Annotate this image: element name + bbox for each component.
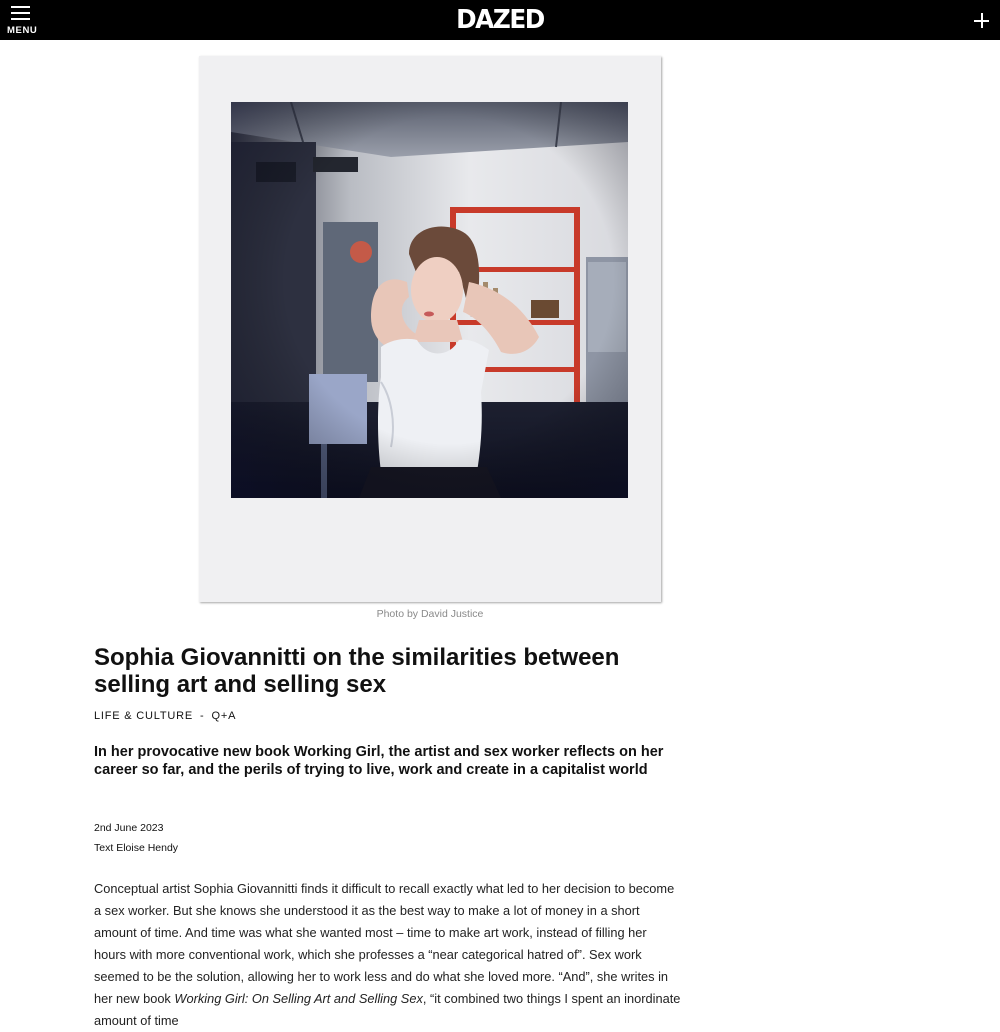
hero-polaroid-frame [199,56,661,602]
tag-link-qa[interactable]: Q+A [211,710,237,722]
publish-date: 2nd June 2023 [94,822,164,834]
book-title: Working Girl: On Selling Art and Selling Sex [174,991,423,1006]
top-navigation-bar [0,0,1000,40]
plus-icon[interactable] [972,10,992,30]
tag-link-life-culture[interactable]: LIFE & CULTURE [94,710,194,722]
hamburger-icon [11,6,30,20]
menu-label: MENU [7,25,38,36]
tag-separator: - [200,710,205,722]
article-body-paragraph [94,878,682,1032]
body-text-part-1: Conceptual artist Sophia Giovannitti finds it difficult to recall exactly what led to her decision to become a sex worker. But she knows she understood it as the best way to make a lot of money in a short amount of time. And time was what she wanted most – time to make art work, instead of filling her hours with more conventional work, which she professes a “near categorical hatred of”. Sex work seemed to be the solution, allowing her to work less and do what she loved more. “And”, she writes in her new book [94,881,675,1006]
dazed-logo[interactable]: DAZED [456,5,544,35]
photo-caption: Photo by David Justice [376,608,484,620]
article-title: Sophia Giovannitti on the similarities between selling art and selling sex [94,644,620,698]
body-text-part-2: , “it combined two things I spent an inordinate amount of time [94,991,681,1028]
hero-photo [231,102,628,498]
byline [94,842,178,854]
menu-button[interactable] [6,5,36,37]
article-standfirst: In her provocative new book Working Girl, the artist and sex worker reflects on her career so far, and the perils of trying to live, work and create in a capitalist world [94,744,664,778]
author-link[interactable]: Eloise Hendy [116,842,179,854]
article-tags [94,710,236,722]
byline-prefix: Text [94,842,114,854]
